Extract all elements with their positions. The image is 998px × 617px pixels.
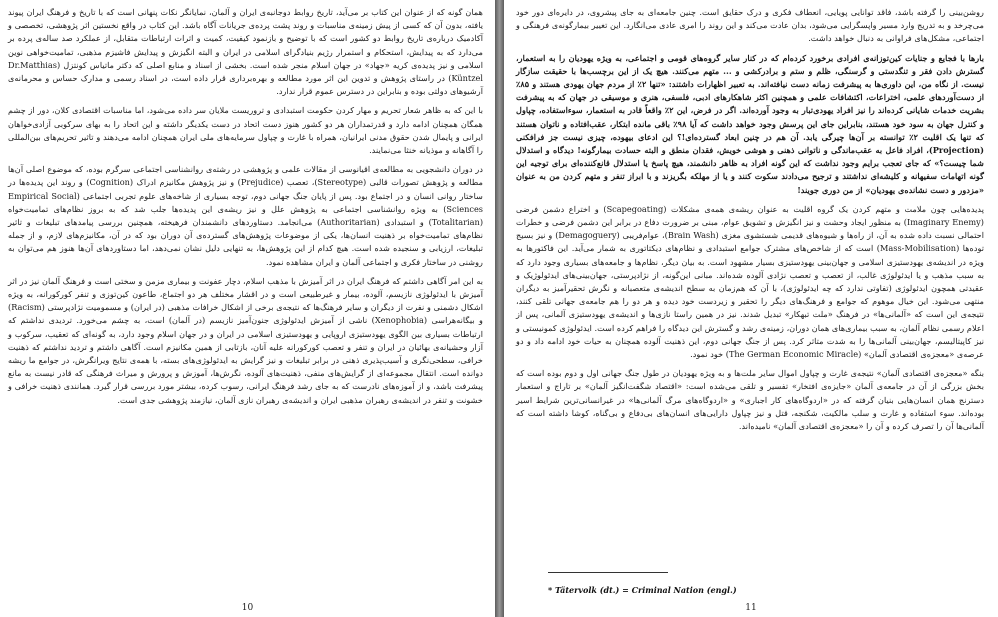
left-paragraph-1: همان گونه که از عنوان این کتاب بر می‌آید، تاریخ روابط دوجانبه‌ی ایران و آلمان، نمایانگر نکات پنهانی است که با تاریخ و فرهنگ ایران پیوند یافته، بدون آن که کسی از پیش زمینه‌ی مناسبات و روند پشت پرده‌ی جریانات آگاه باشد. این کتاب در واقع نخستین اثر پژوهشی، تخصصی و آکادمیک درباره‌ی تاریخ روابط دو کشور است که با توضیح و بازنمود کیفیت، کمیت و اثرات ارتباطات متقابل، از عملکرد صد ساله‌ی پرده بر می‌دارد که به پیدایش، استحکام و استمرار رژیم بنیادگرای اسلامی در ایران و البته انگیزش و پیدایش فاشیزم مذهبی، تمامیت‌خواهی نوین اسلامی و نیز پدیده‌ی کریه «جهاد» در جهان اسلام منجر شده است. بخشی از اسناد و منابع اصلی که دکتر ماتیاس کونتزل (Dr.Matthias Küntzel) در راستای پژوهش و تدوین این اثر مورد مطالعه و بهره‌برداری قرار داده است، در اسناد رسمی و مدارک حساس و محرمانه‌ی آرشیوهای دولتی بوده و بنابراین در دسترس عموم قرار ندارد. [8, 7, 483, 97]
footnote-term: Tätervolk [554, 585, 597, 595]
footnote [548, 585, 737, 595]
book-gutter [495, 0, 504, 617]
footnote-definition: (dt.) = Criminal Nation (engl.) [596, 585, 737, 595]
left-paragraph-3: در دوران دانشجویی به مطالعه‌ی اقیانوسی از مقالات علمی و پژوهشی در رشته‌ی روانشناسی اجتماعی سرگرم بوده، که موضوع اصلی آن‌ها مطالعه و پژوهش تصورات قالبی (Stereotype)، تعصب (Prejudice) و نیز پژوهش مکانیزم ادراک (Cognition) و روند این پدیده‌ها در ساختار روانی انسان و در اجتماع بود. پس از پایان جنگ جهانی دوم، توجه بسیاری از شاخه‌های علوم تجربی اجتماعی (Empirical Social Sciences) به ویژه روانشناسی اجتماعی به پژوهش علل و نیز ریشه‌ی این پدیده‌ها جلب شد که به بروز نظام‌های تمامیت‌خواه (Totalitarian) و استبدادی (Authoritarian) می‌انجامد. دستاوردهای دانشمندان فرهیخته، همچنین بررسی پیامدهای تبلیغات و تاثیر نظام‌های تمامیت‌خواه بر ذهنیت انسان‌ها، یکی از موضوعات پژوهش‌های گسترده‌ی آن دوران بود که در آن، مکانیزم‌های لازم، و از جمله تبلیغات، ارزیابی و سنجیده شده است. هیچ کدام از این پژوهش‌ها، به تنهایی دلیل نشان نمی‌دهد، اما دستاوردهای آن‌ها هنوز هم می‌توان به روشنی در ساختار فکری و اجتماعی آلمان و ایران مشاهده نمود. [8, 164, 484, 267]
left-paragraph-2: با این که به ظاهر شعار تحریم و مهار کردن حکومت استبدادی و تروریست ملایان سر داده می‌شود، اما مناسبات اقتصادی کلان، دور از چشم همگان همچنان ادامه دارد و قدرتمداران هر دو کشور هنوز دست اتحاد در دست یکدیگر داشته و این اتحاد را به بهای سرکوبی آزادی‌خواهان ایرانی و پایمال شدن حقوق مدنی ایرانیان، همراه با غارت و چپاول سرمایه‌های ملی ایران همچنان ادامه می‌دهند و تاثیر تحریم‌های بین‌المللی را آگاهانه و موذیانه خنثا می‌نمایند. [8, 105, 483, 156]
footnote-divider [548, 572, 668, 573]
left-page [0, 0, 495, 617]
footnote-marker: * [548, 585, 555, 595]
left-paragraph-4: به این امر آگاهی داشتم که فرهنگ ایران در اثر آمیزش با مذهب اسلام، دچار عفونت و بیماری مزمن و سختی است و فرهنگ آلمان نیز در اثر آمیزش با ایدئولوژی نازیسم، آلوده، بیمار و غیرطبیعی است و در اقشار مختلف هر دو اجتماع، طاعون کین‌توزی و تنفر کورکورانه، به ویژه اشکال دشمنی و نفرت از دیگران و سایر فرهنگ‌ها که نتیجه‌ی برخی از اشکال خرافات مذهبی (در ایران) و مسمومیت نژادپرستی (Racism) و بیگانه‌هراسی (Xenophobia) ناشی از آمیزش ایدئولوژی جنون‌آمیز نازیسم (در آلمان) است، به چشم می‌خورد. تردیدی نداشتم که ارتباطات بسیاری بین الگوی یهودستیزی اروپایی و یهودستیزی اسلامی در ایران و در جهان اسلام وجود دارد، به گونه‌ای که تعقیب، سرکوب و آزار وحشیانه‌ی بهائیان در ایران و تنفر و تعصب کورکورانه علیه آنان، بازتابی از همین مکانیزم است. آگاهی داشتم و تردید نداشتم که ذهنیت خرافی، سطحی‌نگری و آسیب‌پذیری ذهنی در برابر تبلیغات و نیز گرایش به ایدئولوژی‌های بسته، با همه‌ی نتایج ویرانگرش، در جوامع ما ریشه دوانده است. انتقال مجموعه‌ای از گرایش‌های منفی، ذهنیت‌های آلوده، نگرش‌ها، آموزش و پرورش و میراث فرهنگی که قادر نیست به مانع پیشرفت باشد، و از آموزه‌های نادرست که به جای رشد فرهنگ ایرانی، رسوب کرده، بیشتر مورد بررسی قرار گیرد. همانندی ذهنیت خرافی و خشونت و تنفر در اندیشه‌ی رهبران مذهبی ایران و اندیشه‌ی رهبران نازی آلمان، نیازمند پژوهشی جدی است. [8, 275, 483, 405]
right-paragraph-4: بنگه «معجزه‌ی اقتصادی آلمان» نتیجه‌ی غارت و چپاول اموال سایر ملت‌ها و به ویژه یهودیان در طول جنگ جهانی اول و دوم بوده است که بخش بزرگی از آن در جامعه‌ی آلمان «جایزه‌ی افتخار» تفسیر و تلقی می‌شده است: «اقتصاد شگفت‌انگیز آلمان» بر تاراج و استعمار دسترنج همان انسان‌هایی بنیان گرفته که در «اردوگاه‌های کار اجباری» و «اردوگاه‌های مرگ آلمانی‌ها» در غیرانسانی‌ترین شرایط اسیر بوده‌اند. سوء استفاده و غارت و سلب مالکیت، شکنجه، قتل و نیز چپاول دارایی‌های انسان‌های بی‌دفاع و بی‌گناه، کوشا داشته است که آلمانی‌ها آن را تصرف کرده و آن را «معجزه‌ی اقتصادی آلمان» نامیده‌اند. [516, 368, 984, 432]
right-page-text [516, 6, 984, 433]
right-paragraph-3: پدیده‌هایی چون ملامت و متهم کردن یک گروه اقلیت به عنوان ریشه‌ی همه‌ی مشکلات (Scapegoating) و اختراع دشمن فرضی (Imaginary Enemy) به منظور ایجاد وحشت و نیز انگیزش و تشویق عوام، مبنی بر ضرورت دفاع در برابر این دشمن فرضی و خطرات احتمالی نسبت داده شده به آن، از راه‌ها و شیوه‌های قدیمی شستشوی مغزی (Brain Wash)، عوام‌فریبی (Demagoguery) و نیز بسیج توده‌ها (Mass-Mobilisation) است که از شاخص‌های مشترک جوامع استبدادی و نظام‌های دیکتاتوری به شمار می‌آید. این فاکتورها به ویژه در اندیشه‌ی یهودستیزی اسلامی و جهان‌بینی یهودستیزی بسیار مشهود است. به بیان دیگر، نظام‌ها و جامعه‌های بسیاری وجود دارد که به سبب مذهب و یا ایدئولوژی غالب، از تعصب و تعصب نژادی آلوده شده‌اند. مبانی این‌گونه، از نژادپرستی، جهان‌بینی‌های ایدئولوژیک و عقیدتی همچون ایدئولوژی (تفاوتی ندارد که چه ایدئولوژی)، با آن که هم‌زمان به سطح اندیشه‌ی متعصبانه و نگرش تحقیرآمیز به دیگران منتهی می‌شود. این خیال موهوم که جوامع و فرهنگ‌های دیگر را تحقیر و زیردست خود دیده و هر دو را هم جامعه‌ی جهانی تلقی کنند، نتیجه‌ی این است که «آلمانی‌ها» در فرهنگ «ملت تبهکار» تبدیل شدند. نیز در همین راستا نازی‌ها و اندیشه‌ی یهودستیزی آلمانی، پس از اعلام رسمی نظام آلمان، به سبب بیماری‌های همان دوران، زمینه‌ی رشد و گسترش این دیدگاه را فراهم کرده است. ایدئولوژی کمونیستی و نیز کاپیتالیسم، جهان‌بینی آلمانی‌ها را به شدت متاثر کرد. پس از جنگ جهانی دوم، این ذهنیت آلوده همچنان به حیات خود ادامه داد و دو عرصه‌ی «معجزه‌ی اقتصادی آلمان» (The German Economic Miracle) خود نمود. [516, 203, 985, 360]
right-page-number: 11 [745, 603, 757, 613]
left-page-text [8, 6, 483, 407]
left-page-number: 10 [241, 603, 254, 613]
right-page [504, 0, 998, 617]
right-paragraph-1: روشن‌بینی را گرفته باشد، فاقد توانایی پویایی، انعطاف فکری و درک حقایق است. چنین جامعه‌ای به جای پیشروی، در دایره‌ای دور خود می‌چرخد و به تدریج وارد مسیر واپسگرایی می‌شود، بدان عادت می‌کند و این روند را امری عادی می‌انگارد. این تغییر بیمارگونه‌ی فرهنگی و اجتماعی، مشکل‌های فراوانی به دنبال خواهد داشت. [516, 7, 984, 44]
right-paragraph-2: بارها با فجایع و جنایات کین‌توزانه‌ی افرادی برخورد کرده‌ام که در کنار سایر گروه‌های قومی و اجتماعی، به ویژه یهودیان را به استعمار، گسترش دادن فقر و تنگدستی و گرسنگی، ظلم و ستم و برادرکشی و ... متهم می‌کنند. هیچ یک از این برچسب‌ها با حقیقت سازگار نیست. از نگاه من، این داوری‌ها به پیشرفت زمانه دست نیافته‌اند. به تعبیر اظهارات داشتند: «تنها ۲٪ از مردم جهان یهودی هستند و ۸۵٪ از دست‌آوردهای علمی، اختراعات، اکتشافات علمی و همچنین اکثر شاهکارهای ادبی، فلسفی، هنری و موسیقی در جهان که به پیشرفت بشریت خدمات شایانی کرده‌اند را نیز افراد یهودی‌تبار به وجود آورده‌اند. اگر در فرض، این ۲٪ واقعاً قادر به استعمار، سوءاستفاده، چپاول و کنترل جهان به سود خود هستند، بنابراین جای این پرسش وجود خواهد داشت که آیا ۹۸٪ باقی مانده ابتکار، عقب‌افتاده و ناتوان هستند که تنها یک اقلیت ۲٪ توانسته بر آن‌ها چیرگی یابد. آن هم در چنین ابعاد گسترده‌ای!؟ این ادعای بیهوده، چیزی نیست جز فرافکنی (Projection)، افراد فاعل به عقب‌ماندگی و ناتوانی ذهنی و هوشی خویش، فقدان منطق و البته حسادت بیمارگونه! دیدگاه و استدلال شما چیست؟» که جای تعجب برایم وجود نداشت که این گونه افراد به ظاهر دانشمند، هیچ پاسخ یا استدلال قانع‌کننده‌ای برای توجیه این گونه اتهامات سفیهانه و کلیشه‌ای نداشتند و ترجیح می‌دادند سکوت کنند و یا از مهلکه بگریزند و با ابراز تنفر و متهم کردن من به عنوان «مزدور و دست نشانده‌ی یهودیان» از من دوری جویند! [516, 52, 984, 195]
